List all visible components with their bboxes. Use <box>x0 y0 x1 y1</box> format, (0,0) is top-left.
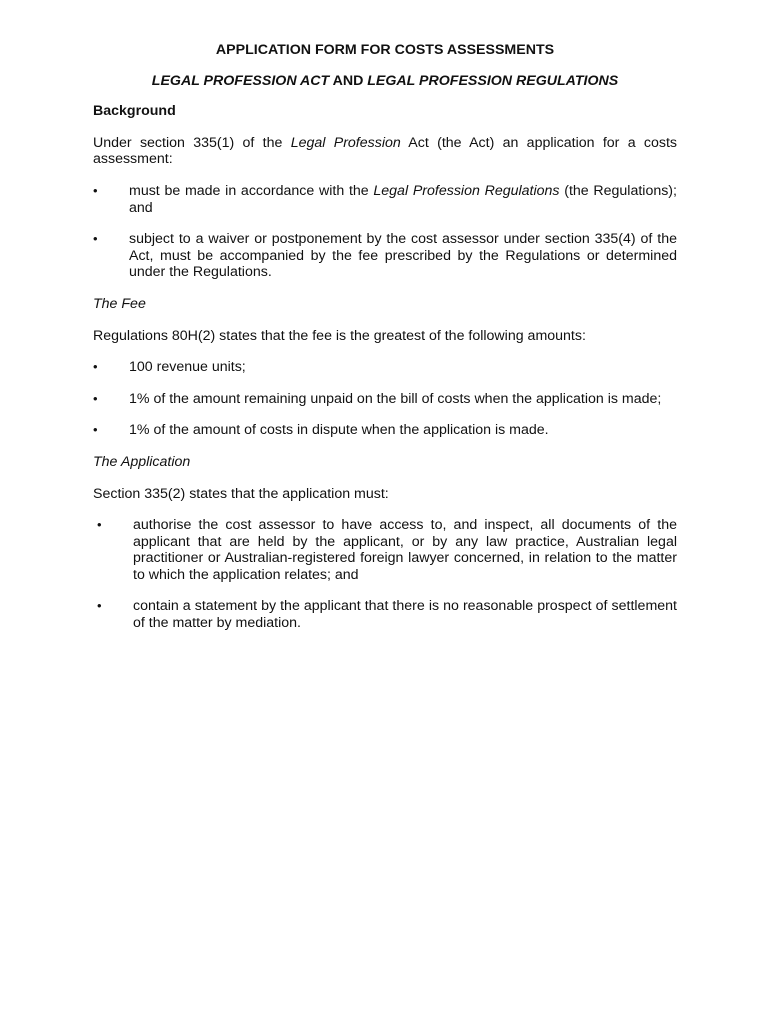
bullet-icon: • <box>97 598 102 614</box>
background-heading: Background <box>93 103 176 120</box>
page-title: APPLICATION FORM FOR COSTS ASSESSMENTS <box>215 42 555 58</box>
bullet-icon: • <box>93 231 98 247</box>
background-bullet-list <box>93 183 677 281</box>
bullet-icon: • <box>93 390 98 406</box>
fee-bullet-list <box>93 359 677 439</box>
list-item: • authorise the cost assessor to have access to, and inspect, all documents of the applicant that are held by the applicant, or by any law practice, Australian legal practitioner or Australian-registered foreign lawyer concerned, in relation to the matter to which the application relates; and <box>97 517 677 583</box>
list-item: • subject to a waiver or postponement by the cost assessor under section 335(4) of the Act, must be accompanied by the fee prescribed by the Regulations or determined under the Regulations. <box>93 231 677 281</box>
bullet-icon: • <box>93 182 98 198</box>
application-bullet-list <box>93 517 677 632</box>
background-intro: Under section 335(1) of the Legal Profession Act (the Act) an application for a costs assessment: <box>93 134 678 168</box>
list-item: • 100 revenue units; <box>93 359 246 376</box>
subtitle-and: AND <box>329 72 368 89</box>
list-item: • 1% of the amount remaining unpaid on the bill of costs when the application is made; <box>93 390 662 407</box>
list-item: • contain a statement by the applicant that there is no reasonable prospect of settlement of the matter by mediation. <box>97 598 677 632</box>
fee-intro: Regulations 80H(2) states that the fee is the greatest of the following amounts: <box>93 327 586 344</box>
bullet-icon: • <box>93 422 98 438</box>
list-item: • 1% of the amount of costs in dispute when the application is made. <box>93 422 549 439</box>
application-intro: Section 335(2) states that the application must: <box>93 485 389 502</box>
bullet-icon: • <box>97 517 102 533</box>
subtitle-act: LEGAL PROFESSION ACT <box>151 72 330 89</box>
subtitle-regulations: LEGAL PROFESSION REGULATIONS <box>367 72 619 89</box>
bullet-icon: • <box>93 359 98 375</box>
fee-heading: The Fee <box>93 295 146 312</box>
page-subtitle <box>93 73 677 90</box>
document-body <box>93 42 677 647</box>
application-heading: The Application <box>93 453 191 470</box>
list-item: • must be made in accordance with the Legal Profession Regulations (the Regulations); and <box>93 182 677 216</box>
